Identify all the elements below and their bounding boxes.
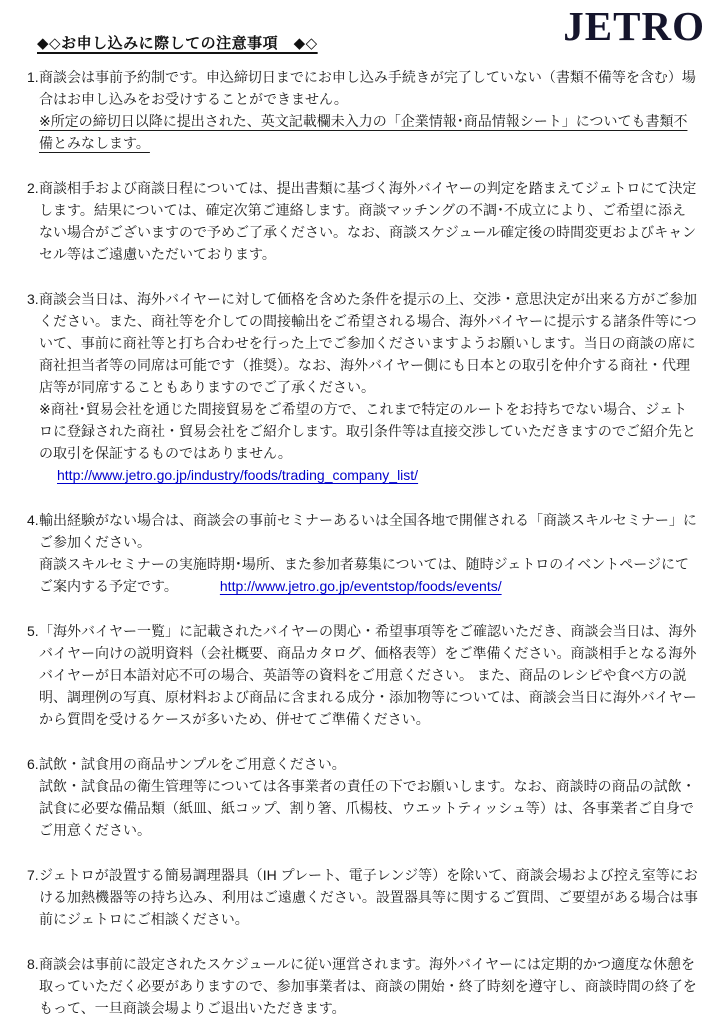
item-paragraph bbox=[39, 288, 699, 398]
paragraph-text: ジェトロが設置する簡易調理器具（IH プレート、電子レンジ等）を除いて、商談会場および控え室等における加熱機器等の持ち込み、利用はご遠慮ください。設置器具等に関するご質問、ご要望がある場合は事前にジェトロにご相談ください。 bbox=[39, 867, 698, 927]
item-paragraph bbox=[39, 775, 699, 841]
item-number: 8. bbox=[27, 956, 39, 972]
item-paragraph bbox=[39, 753, 699, 775]
paragraph-text: 試飲・試食用の商品サンプルをご用意ください。 bbox=[39, 756, 346, 772]
paragraph-text: 商談会は事前に設定されたスケジュールに従い運営されます。海外バイヤーには定期的かつ適度な休憩を取っていただく必要がありますので、参加事業者は、商談の開始・終了時刻を遵守し、商談時間の終了をもって、一旦商談会場よりご退出いただきます。 bbox=[39, 956, 697, 1016]
item-paragraph bbox=[39, 66, 699, 110]
item-number: 1. bbox=[27, 69, 39, 85]
page-title: ◆◇お申し込みに際しての注意事項 ◆◇ bbox=[37, 35, 318, 52]
item-paragraph bbox=[39, 110, 699, 154]
item-number: 3. bbox=[27, 291, 39, 307]
document-header bbox=[27, 3, 705, 58]
paragraph-text: ※商社･貿易会社を通じた間接貿易をご希望の方で、これまで特定のルートをお持ちでない場合、ジェトロに登録された商社・貿易会社をご紹介します。取引条件等は直接交渉していただきますのでご紹介先との取引を保証するものではありません。 bbox=[39, 401, 696, 461]
item-paragraph bbox=[39, 953, 699, 1019]
item-number: 6. bbox=[27, 756, 39, 772]
paragraph-text: 商談会は事前予約制です。申込締切日までにお申し込み手続きが完了していない（書類不備等を含む）場合はお申し込みをお受けすることができません。 bbox=[39, 69, 696, 107]
underlined-note-text: ※所定の締切日以降に提出された、英文記載欄未入力の「企業情報･商品情報シート」についても書類不備とみなします。 bbox=[39, 113, 688, 151]
item-number: 7. bbox=[27, 867, 39, 883]
item-number: 4. bbox=[27, 512, 39, 528]
item-paragraph bbox=[39, 464, 699, 486]
paragraph-text: 「海外バイヤー一覧」に記載されたバイヤーの関心・希望事項等をご確認いただき、商談会当日は、海外バイヤー向けの説明資料（会社概要、商品カタログ、価格表等）をご準備ください。商談相手となる海外バイヤーが日本語対応不可の場合、英語等の資料をご用意ください。 また、商品のレシピや食べ方の説明、調理例の写真、原材料および商品に含まれる成分・添加物等については、商談会当日に海外バイヤーから質問を受けるケースが多いため、併せてご準備ください。 bbox=[39, 623, 697, 727]
notice-item-7 bbox=[27, 864, 699, 930]
notice-list bbox=[27, 66, 699, 1019]
item-paragraph bbox=[39, 620, 699, 730]
paragraph-text: 商談相手および商談日程については、提出書類に基づく海外バイヤーの判定を踏まえてジェトロにて決定します。結果については、確定次第ご連絡します。商談マッチングの不調･不成立により、ご希望に添えない場合がございますので予めご了承ください。なお、商談スケジュール確定後の時間変更およびキャンセル等はご遠慮いただいております。 bbox=[39, 180, 697, 262]
notice-item-5 bbox=[27, 620, 699, 730]
notice-item-2 bbox=[27, 177, 699, 265]
notice-item-1 bbox=[27, 66, 699, 154]
item-paragraph bbox=[39, 509, 699, 553]
paragraph-text: 試飲・試食品の衛生管理等については各事業者の責任の下でお願いします。なお、商談時の商品の試飲・試食に必要な備品類（紙皿、紙コップ、割り箸、爪楊枝、ウエットティッシュ等）は、各事業者ご自身でご用意ください。 bbox=[39, 778, 696, 838]
notice-item-3 bbox=[27, 288, 699, 486]
item-paragraph bbox=[39, 177, 699, 265]
notice-item-8 bbox=[27, 953, 699, 1019]
paragraph-text: 輸出経験がない場合は、商談会の事前セミナーあるいは全国各地で開催される「商談スキルセミナー」にご参加ください。 bbox=[39, 512, 697, 550]
item-paragraph bbox=[39, 553, 699, 597]
item-paragraph bbox=[39, 864, 699, 930]
item-number: 2. bbox=[27, 180, 39, 196]
jetro-logo: JETRO bbox=[563, 3, 705, 49]
paragraph-text: 商談会当日は、海外バイヤーに対して価格を含めた条件を提示の上、交渉・意思決定が出来る方がご参加ください。また、商社等を介しての間接輸出をご希望される場合、海外バイヤーに提示する諸条件等について、事前に商社等と打ち合わせを行った上でご参加くださいますようお願いします。当日の商談の席に商社担当者等の同席は可能です（推奨）。なお、海外バイヤー側にも日本との取引を仲介する商社・代理店等が同席することもありますのでご了承ください。 bbox=[39, 291, 697, 395]
paragraph-text: 商談スキルセミナーの実施時期･場所、また参加者募集については、随時ジェトロのイベントページにてご案内する予定です。 bbox=[39, 556, 690, 594]
hyperlink[interactable]: http://www.jetro.go.jp/industry/foods/trading_company_list/ bbox=[57, 467, 419, 483]
item-number: 5. bbox=[27, 623, 39, 639]
item-paragraph bbox=[39, 398, 699, 464]
notice-item-6 bbox=[27, 753, 699, 841]
hyperlink[interactable]: http://www.jetro.go.jp/eventstop/foods/events/ bbox=[219, 578, 502, 594]
notice-item-4 bbox=[27, 509, 699, 597]
